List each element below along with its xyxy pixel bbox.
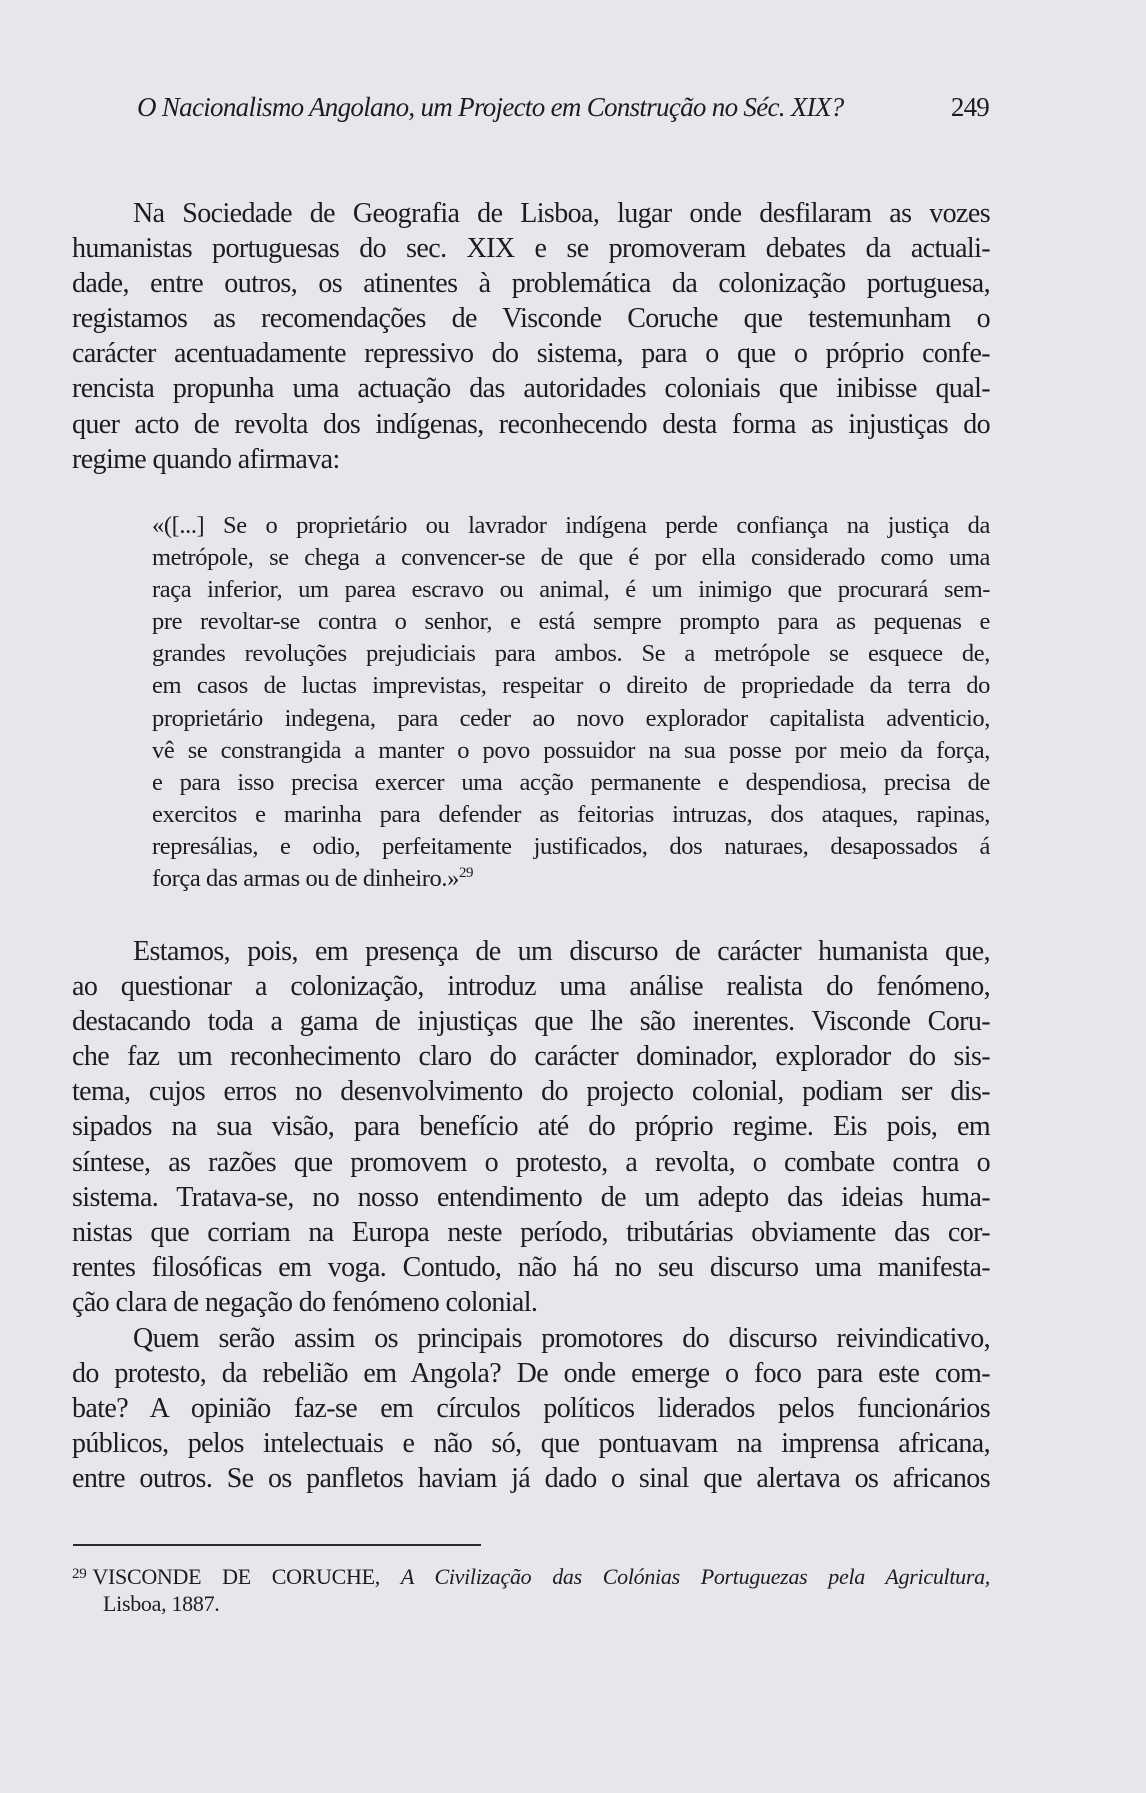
quote-line: e para isso precisa exercer uma acção permanente e despendiosa, precisa de (152, 768, 990, 796)
text-line: ção clara de negação do fenómeno colonial. (72, 1286, 538, 1318)
page-number: 249 (950, 92, 989, 122)
text-line: sistema. Tratava-se, no nosso entendimento de um adepto das ideias huma- (72, 1181, 990, 1213)
quote-line: proprietário indegena, para ceder ao novo explorador capitalista adventicio, (152, 704, 990, 732)
text-line: destacando toda a gama de injustiças que lhe são inerentes. Visconde Coru- (72, 1006, 990, 1038)
text-line: Na Sociedade de Geografia de Lisboa, lugar onde desfilaram as vozes (133, 198, 990, 229)
text-line: Estamos, pois, em presença de um discurso de carácter humanista que, (133, 936, 990, 967)
text-line: Quem serão assim os principais promotores do discurso reivindicativo, (133, 1323, 990, 1354)
footnote-reference[interactable]: 29 (458, 865, 474, 882)
text-line: bate? A opinião faz-se em círculos políticos liderados pelos funcionários (72, 1393, 990, 1425)
quote-line: raça inferior, um parea escravo ou animal, é um inimigo que procurará sem- (152, 576, 990, 604)
text-line: rencista propunha uma actuação das autoridades coloniais que inibisse qual- (72, 373, 990, 405)
footnote-author: VISCONDE DE CORUCHE, (92, 1564, 380, 1589)
quote-line: exercitos e marinha para defender as feitorias intruzas, dos ataques, rapinas, (152, 800, 990, 828)
text-line: públicos, pelos intelectuais e não só, que pontuavam na imprensa africana, (72, 1428, 990, 1460)
quote-line (152, 863, 990, 895)
quote-line: metrópole, se chega a convencer-se de que é por ella considerado como uma (152, 544, 990, 572)
running-header (137, 92, 989, 128)
running-title: O Nacionalismo Angolano, um Projecto em Construção no Séc. XIX? (137, 92, 844, 122)
text-line: sipados na sua visão, para benefício até do próprio regime. Eis pois, em (72, 1111, 990, 1143)
text-line: do protesto, da rebelião em Angola? De onde emerge o foco para este com- (72, 1358, 990, 1390)
block-quote (152, 510, 990, 895)
text-line: síntese, as razões que promovem o protesto, a revolta, o combate contra o (72, 1146, 990, 1178)
paragraph-1 (72, 196, 990, 477)
quote-line: em casos de luctas imprevistas, respeitar o direito de propriedade da terra do (152, 672, 990, 700)
text-line: rentes filosóficas em voga. Contudo, não há no seu discurso uma manifesta- (72, 1251, 990, 1283)
quote-line: «([...] Se o proprietário ou lavrador indígena perde confiança na justiça da (152, 512, 990, 539)
text-line: quer acto de revolta dos indígenas, reconhecendo desta forma as injustiças do (72, 408, 990, 440)
text-line: dade, entre outros, os atinentes à problemática da colonização portuguesa, (72, 268, 990, 300)
text-line: registamos as recomendações de Visconde Coruche que testemunham o (72, 303, 990, 335)
footnote-line (72, 1560, 990, 1589)
text-line: humanistas portuguesas do sec. XIX e se promoveram debates da actuali- (72, 233, 990, 265)
footnote-29 (72, 1560, 990, 1618)
footnote-place-year: Lisboa, 1887. (103, 1591, 220, 1616)
text-line: tema, cujos erros no desenvolvimento do projecto colonial, podiam ser dis- (72, 1076, 990, 1108)
quote-line: grandes revoluções prejudiciais para ambos. Se a metrópole se esquece de, (152, 640, 990, 668)
footnote-title: A Civilização das Colónias Portuguezas pela Agricultura, (400, 1564, 990, 1589)
paragraph-2 (72, 934, 990, 1320)
text-line: entre outros. Se os panfletos haviam já dado o sinal que alertava os africanos (72, 1463, 990, 1495)
text-line: che faz um reconhecimento claro do carácter dominador, explorador do sis- (72, 1041, 990, 1073)
footnote-separator (73, 1544, 481, 1546)
quote-line: vê se constrangida a manter o povo possuidor na sua posse por meio da força, (152, 736, 990, 764)
paragraph-3 (72, 1321, 990, 1496)
quote-line-text: força das armas ou de dinheiro.» (152, 865, 459, 893)
quote-line: pre revoltar-se contra o senhor, e está sempre prompto para as pequenas e (152, 608, 990, 636)
footnote-number: 29 (72, 1566, 87, 1582)
quote-line: represálias, e odio, perfeitamente justificados, dos naturaes, desapossados á (152, 832, 990, 860)
text-line: carácter acentuadamente repressivo do sistema, para o que o próprio confe- (72, 338, 990, 370)
text-line: ao questionar a colonização, introduz uma análise realista do fenómeno, (72, 971, 990, 1003)
text-line: nistas que corriam na Europa neste período, tributárias obviamente das cor- (72, 1216, 990, 1248)
text-line: regime quando afirmava: (72, 443, 340, 475)
